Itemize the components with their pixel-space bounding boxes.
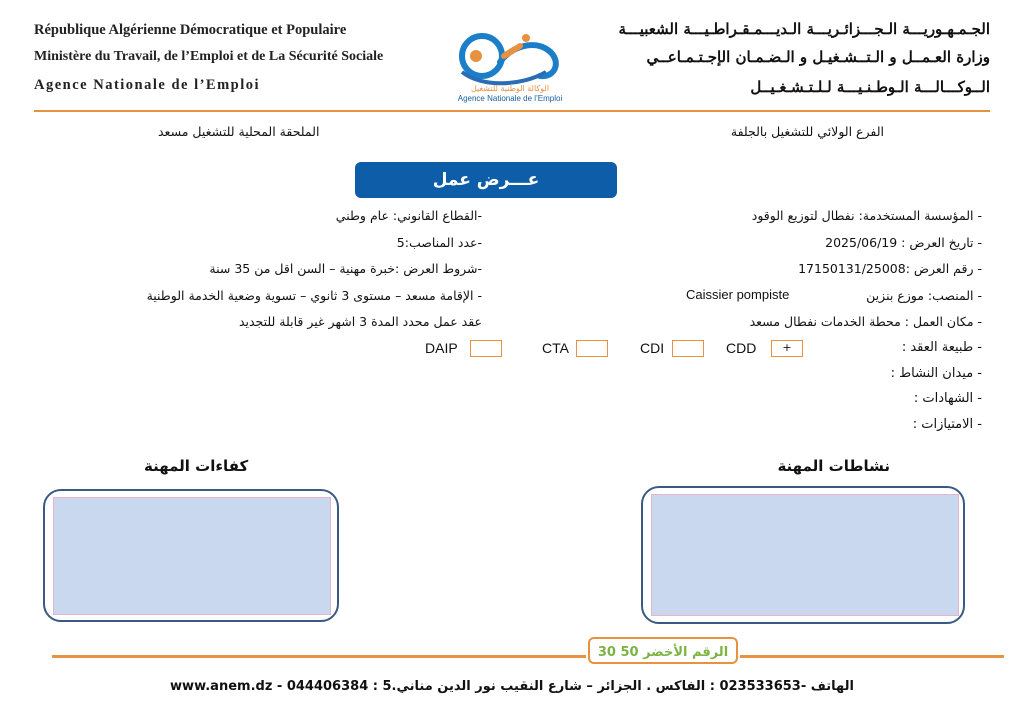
cdd-checkbox[interactable]: + xyxy=(771,340,803,357)
green-number-badge: الرقم الأخضر 50 30 xyxy=(588,637,738,664)
offer-number-field: - رقم العرض :17150131/25008 xyxy=(798,261,982,276)
header-fr-line3: Agence Nationale de l’Emploi xyxy=(34,77,261,93)
contract-type-label: - طبيعة العقد : xyxy=(901,340,982,355)
conditions-field: -شروط العرض :خبرة مهنية – السن اقل من 35 سنة xyxy=(209,261,482,276)
header-ar-line2: وزارة العـمــل و الـتــشـغيـل و الـضـمـان الإجـتـمـاعــي xyxy=(646,48,990,66)
position-fr-field: Caissier pompiste xyxy=(686,287,790,302)
logo-ar-text: الوكالة الوطنية للتشغيل xyxy=(470,84,550,93)
legal-sector-field: -القطاع القانوني: عام وطني xyxy=(335,208,482,223)
logo-fr-text: Agence Nationale de l’Emploi xyxy=(457,94,563,103)
cdi-checkbox[interactable] xyxy=(672,340,704,357)
skills-title: كفاءات المهنة xyxy=(144,457,249,475)
positions-count-field: -عدد المناصب:5 xyxy=(396,235,482,250)
activities-title: نشاطات المهنة xyxy=(777,457,890,475)
branch-left: الملحقة المحلية للتشغيل مسعد xyxy=(158,124,320,139)
footer-divider-right xyxy=(740,655,1004,658)
cta-label: CTA xyxy=(542,340,569,356)
certificates-label: - الشهادات : xyxy=(913,391,982,406)
branch-right: الفرع الولائي للتشغيل بالجلفة xyxy=(730,124,884,139)
cdi-label: CDI xyxy=(640,340,665,356)
header-fr-line2: Ministère du Travail, de l’Emploi et de La Sécurité Sociale xyxy=(34,49,384,64)
activities-box-fill[interactable] xyxy=(651,494,959,616)
contract-note-field: عقد عمل محدد المدة 3 اشهر غير قابلة للتجديد xyxy=(238,314,482,329)
daip-checkbox[interactable] xyxy=(470,340,502,357)
header-fr-line1: République Algérienne Démocratique et Populaire xyxy=(34,22,347,38)
employer-field: - المؤسسة المستخدمة: نفطال لتوزيع الوقود xyxy=(751,208,982,223)
daip-label: DAIP xyxy=(425,340,458,356)
footer-contact: www.anem.dz - 044406384 : الهاتف -023533653 : الفاكس . الجزائر – شارع النقيب نور الدين مناني.5 xyxy=(170,679,854,694)
activity-field-label: - ميدان النشاط : xyxy=(890,366,982,381)
offer-title-badge: عـــرض عمل xyxy=(355,162,617,198)
skills-box-fill[interactable] xyxy=(53,497,331,615)
benefits-label: - الامتيازات : xyxy=(912,417,982,432)
anem-logo xyxy=(442,16,578,108)
cta-checkbox[interactable] xyxy=(576,340,608,357)
workplace-field: - مكان العمل : محطة الخدمات نفطال مسعد xyxy=(749,314,982,329)
residence-field: - الإقامة مسعد – مستوى 3 ثانوي – تسوية وضعية الخدمة الوطنية xyxy=(146,288,482,303)
offer-date-field: - تاريخ العرض : 2025/06/19 xyxy=(825,235,982,250)
header-ar-line3: الــوكـــالـــة الـوطـنـيـــة لـلـتـشـغـيــل xyxy=(750,78,990,96)
footer-divider-left xyxy=(52,655,586,658)
position-field: - المنصب: موزع بنزين xyxy=(866,288,982,303)
header-divider xyxy=(34,110,990,112)
header-ar-line1: الجـمـهـوريـــة الـجـــزائـريـــة الـديـــمـقـراطـيـــة الشعبيـــة xyxy=(618,20,990,38)
cdd-label: CDD xyxy=(726,340,757,356)
